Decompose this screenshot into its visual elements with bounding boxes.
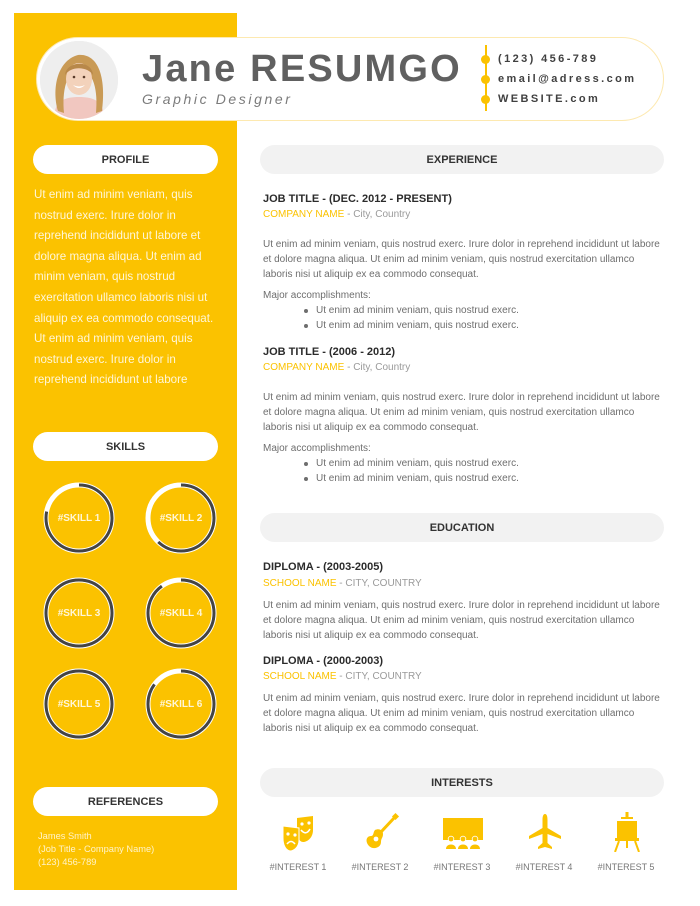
skill-label: #SKILL 6 xyxy=(159,698,203,710)
diploma-title: DIPLOMA - (2000-2003) xyxy=(263,655,384,667)
interest-item xyxy=(505,812,583,882)
airplane-icon xyxy=(525,812,565,852)
accomplishment-text: Ut enim ad minim veniam, quis nostrud exerc. xyxy=(316,473,519,484)
website-text[interactable]: WEBSITE.com xyxy=(498,93,601,105)
job-company-line xyxy=(263,209,410,220)
education-description: Ut enim ad minim veniam, quis nostrud exerc. Irure dolor in reprehend incididunt ut labore et dolore magna aliqua. Ut enim ad minim veniam, quis nostrud exercitation ullamco laboris nisi ut aliquip ex ea commodo consequat. xyxy=(263,693,660,734)
job-location: - City, Country xyxy=(344,209,411,220)
profile-text: Ut enim ad minim veniam, quis nostrud exerc. Irure dolor in reprehend incididunt ut labore et dolore magna aliqua. Ut enim ad minim veniam, quis nostrud exercitation ullamco laboris nisi ut aliquip ex ea commodo consequat. Ut enim ad minim veniam, quis nostrud exerc. Irure dolor in reprehend incididunt ut labore xyxy=(34,188,214,387)
interest-label: #INTEREST 4 xyxy=(515,862,573,872)
interest-item xyxy=(587,812,665,882)
school-line xyxy=(263,578,422,589)
reference-phone: (123) 456-789 xyxy=(38,857,97,867)
company-name: COMPANY NAME xyxy=(263,362,345,373)
interest-label: #INTEREST 2 xyxy=(351,862,409,872)
easel-icon xyxy=(607,812,647,852)
profile-heading: PROFILE xyxy=(33,145,218,174)
theater-masks-icon xyxy=(279,812,319,852)
skill-ring xyxy=(43,482,115,554)
school-line xyxy=(263,671,422,682)
contact-website[interactable] xyxy=(481,92,600,106)
accomplishment-item xyxy=(304,458,519,469)
skill-ring xyxy=(43,668,115,740)
skill-ring xyxy=(145,668,217,740)
skill-ring xyxy=(145,577,217,649)
school-location: - CITY, COUNTRY xyxy=(336,578,422,589)
bullet-icon xyxy=(304,309,308,313)
company-name: COMPANY NAME xyxy=(263,209,345,220)
references-heading: REFERENCES xyxy=(33,787,218,816)
experience-heading: EXPERIENCE xyxy=(260,145,664,174)
interest-item xyxy=(423,812,501,882)
school-name: SCHOOL NAME xyxy=(263,578,337,589)
candidate-name: Jane RESUMGO xyxy=(142,48,462,90)
job-title: JOB TITLE - (DEC. 2012 - PRESENT) xyxy=(263,193,452,205)
skill-label: #SKILL 5 xyxy=(57,698,101,710)
reference-role: (Job Title - Company Name) xyxy=(38,844,155,854)
avatar xyxy=(40,41,118,119)
accomplishment-text: Ut enim ad minim veniam, quis nostrud exerc. xyxy=(316,305,519,316)
guitar-icon xyxy=(361,812,401,852)
bullet-icon xyxy=(304,462,308,466)
job-description: Ut enim ad minim veniam, quis nostrud exerc. Irure dolor in reprehend incididunt ut labore et dolore magna aliqua. Ut enim ad minim veniam, quis nostrud exercitation ullamco laboris nisi ut aliquip ex ea commodo consequat. xyxy=(263,239,660,280)
job-title: JOB TITLE - (2006 - 2012) xyxy=(263,346,396,358)
reference-name: James Smith xyxy=(38,831,92,841)
cinema-icon xyxy=(443,812,483,852)
accomplishment-item xyxy=(304,305,519,316)
contact-phone xyxy=(481,52,598,66)
skill-ring xyxy=(145,482,217,554)
email-text[interactable]: email@adress.com xyxy=(498,73,637,85)
contact-email[interactable] xyxy=(481,72,636,86)
job-location: - City, Country xyxy=(344,362,411,373)
accomplishments-label: Major accomplishments: xyxy=(263,290,371,301)
education-description: Ut enim ad minim veniam, quis nostrud exerc. Irure dolor in reprehend incididunt ut labore et dolore magna aliqua. Ut enim ad minim veniam, quis nostrud exercitation ullamco laboris nisi ut aliquip ex ea commodo consequat. xyxy=(263,600,660,641)
accomplishment-text: Ut enim ad minim veniam, quis nostrud exerc. xyxy=(316,320,519,331)
bullet-dot-icon xyxy=(481,55,490,64)
skill-label: #SKILL 4 xyxy=(159,607,203,619)
job-description: Ut enim ad minim veniam, quis nostrud exerc. Irure dolor in reprehend incididunt ut labore et dolore magna aliqua. Ut enim ad minim veniam, quis nostrud exercitation ullamco laboris nisi ut aliquip ex ea commodo consequat. xyxy=(263,392,660,433)
skills-heading: SKILLS xyxy=(33,432,218,461)
job-company-line xyxy=(263,362,410,373)
profile-photo-icon xyxy=(40,41,118,119)
interest-item xyxy=(259,812,337,882)
interests-heading: INTERESTS xyxy=(260,768,664,797)
skill-ring xyxy=(43,577,115,649)
education-heading: EDUCATION xyxy=(260,513,664,542)
bullet-dot-icon xyxy=(481,75,490,84)
school-name: SCHOOL NAME xyxy=(263,671,337,682)
diploma-title: DIPLOMA - (2003-2005) xyxy=(263,561,384,573)
accomplishments-label: Major accomplishments: xyxy=(263,443,371,454)
accomplishment-text: Ut enim ad minim veniam, quis nostrud exerc. xyxy=(316,458,519,469)
accomplishment-item xyxy=(304,320,519,331)
bullet-dot-icon xyxy=(481,95,490,104)
skill-label: #SKILL 1 xyxy=(57,512,101,524)
interest-label: #INTEREST 5 xyxy=(597,862,655,872)
candidate-title: Graphic Designer xyxy=(142,91,293,107)
reference-block xyxy=(38,830,154,869)
skill-label: #SKILL 2 xyxy=(159,512,203,524)
interest-label: #INTEREST 1 xyxy=(269,862,327,872)
bullet-icon xyxy=(304,477,308,481)
interest-item xyxy=(341,812,419,882)
skill-label: #SKILL 3 xyxy=(57,607,101,619)
school-location: - CITY, COUNTRY xyxy=(336,671,422,682)
bullet-icon xyxy=(304,324,308,328)
phone-text: (123) 456-789 xyxy=(498,53,599,65)
accomplishment-item xyxy=(304,473,519,484)
interest-label: #INTEREST 3 xyxy=(433,862,491,872)
